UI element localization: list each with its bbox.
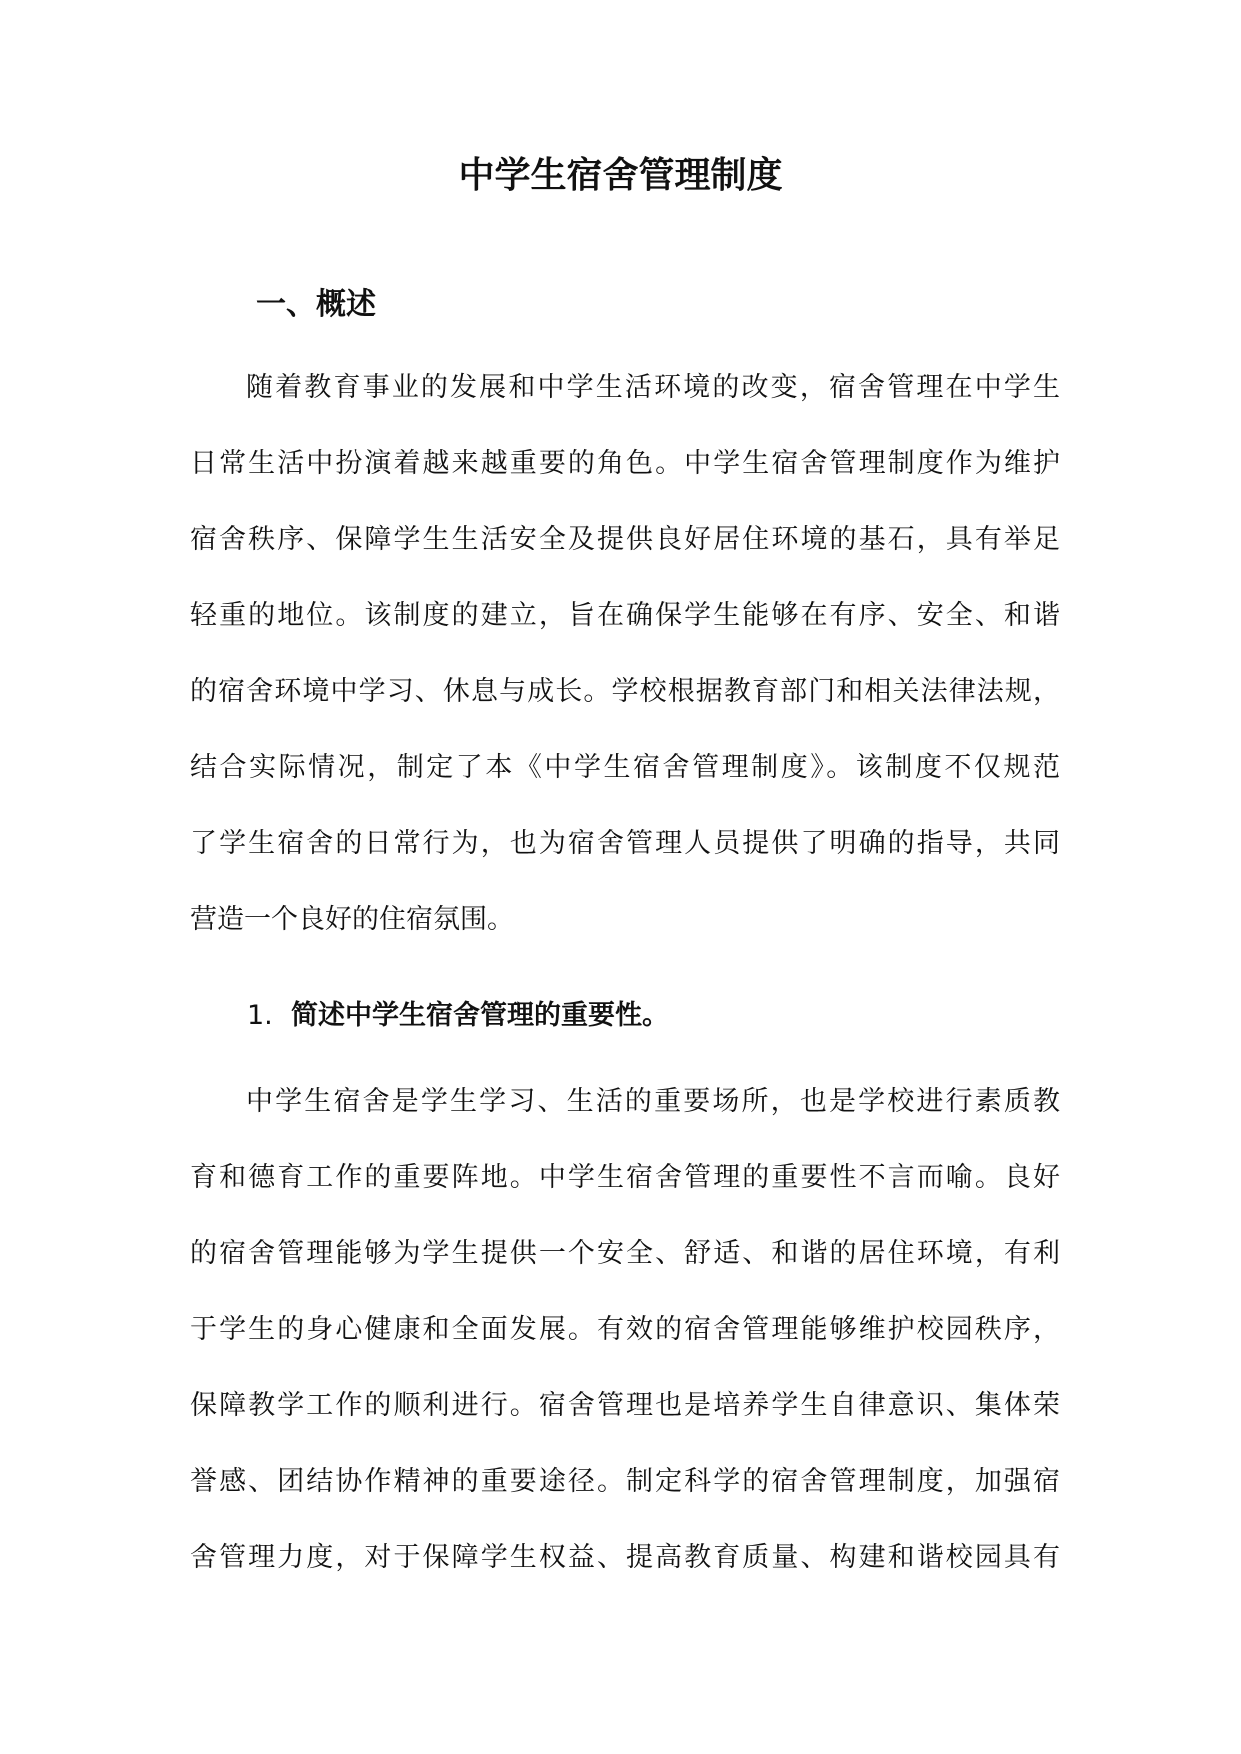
paragraph-line: 育和德育工作的重要阵地。中学生宿舍管理的重要性不言而喻。良好: [190, 1162, 1060, 1193]
paragraph-line: 中学生宿舍是学生学习、生活的重要场所，也是学校进行素质教: [246, 1086, 1060, 1117]
paragraph-line: 随着教育事业的发展和中学生活环境的改变，宿舍管理在中学生: [246, 372, 1060, 403]
paragraph-line: 于学生的身心健康和全面发展。有效的宿舍管理能够维护校园秩序，: [190, 1314, 1060, 1345]
paragraph-line: 舍管理力度，对于保障学生权益、提高教育质量、构建和谐校园具有: [190, 1542, 1060, 1573]
paragraph-line: 结合实际情况，制定了本《中学生宿舍管理制度》。该制度不仅规范: [190, 752, 1060, 783]
subheading-text: 简述中学生宿舍管理的重要性。: [291, 1000, 669, 1031]
subheading: [247, 992, 669, 1040]
document-title: 中学生宿舍管理制度: [458, 155, 783, 196]
paragraph-line: 轻重的地位。该制度的建立，旨在确保学生能够在有序、安全、和谐: [190, 600, 1060, 631]
paragraph-line: 营造一个良好的住宿氛围。: [190, 904, 514, 935]
section-heading: 一、概述: [256, 287, 376, 322]
paragraph-line: 誉感、团结协作精神的重要途径。制定科学的宿舍管理制度，加强宿: [190, 1466, 1060, 1497]
paragraph-line: 的宿舍管理能够为学生提供一个安全、舒适、和谐的居住环境，有利: [190, 1238, 1060, 1269]
paragraph-line: 的宿舍环境中学习、休息与成长。学校根据教育部门和相关法律法规，: [190, 676, 1060, 707]
subheading-number: 1.: [247, 1000, 273, 1031]
paragraph-line: 保障教学工作的顺利进行。宿舍管理也是培养学生自律意识、集体荣: [190, 1390, 1060, 1421]
paragraph-line: 日常生活中扮演着越来越重要的角色。中学生宿舍管理制度作为维护: [190, 448, 1060, 479]
paragraph-line: 了学生宿舍的日常行为，也为宿舍管理人员提供了明确的指导，共同: [190, 828, 1060, 859]
overview-paragraph: [190, 350, 1060, 958]
importance-paragraph: [190, 1064, 1060, 1596]
paragraph-line: 宿舍秩序、保障学生生活安全及提供良好居住环境的基石，具有举足: [190, 524, 1060, 555]
